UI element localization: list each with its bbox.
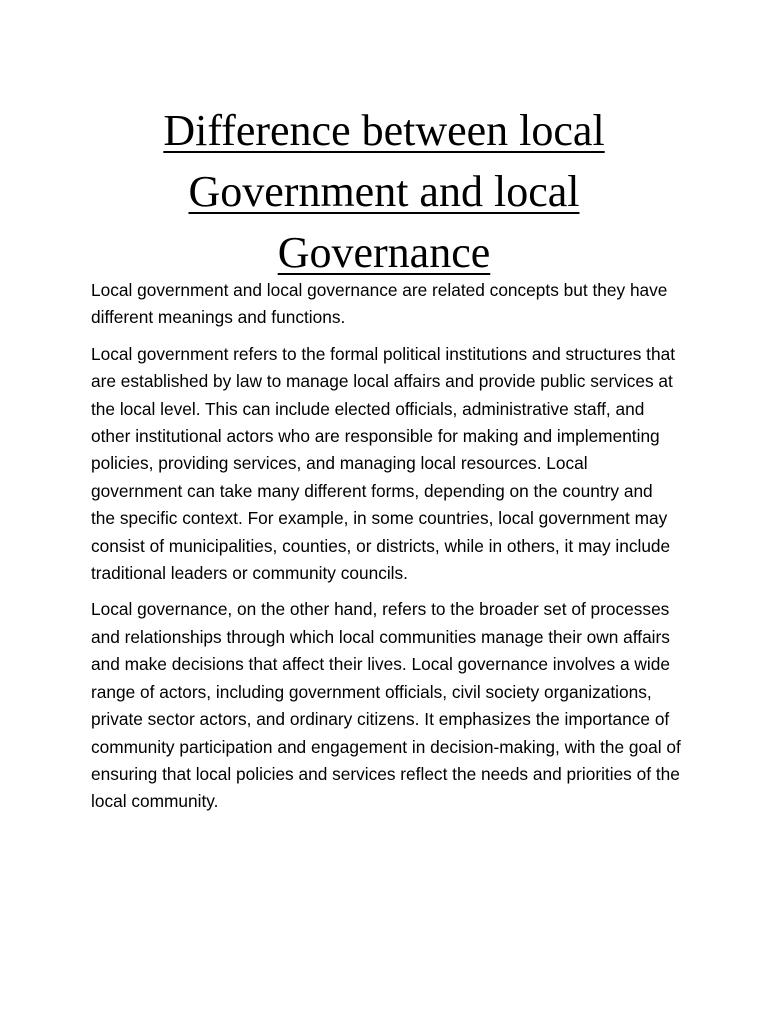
paragraph-local-government: Local government refers to the formal political institutions and structures that are established by law to manage local affairs and provide public services at the local level. This can include elected officials, administrative staff, and other institutional actors who are responsible for making and implementing policies, providing services, and managing local resources. Local government can take many different forms, depending on the country and the specific context. For example, in some countries, local government may consist of municipalities, counties, or districts, while in others, it may include traditional leaders or community councils. (91, 343, 676, 584)
document-body (91, 277, 681, 825)
paragraph-local-governance: Local governance, on the other hand, refers to the broader set of processes and relationships through which local communities manage their own affairs and make decisions that affect their lives. Local governance involves a wide range of actors, including government officials, civil society organizations, private sector actors, and ordinary citizens. It emphasizes the importance of community participation and engagement in decision-making, with the goal of ensuring that local policies and services reflect the needs and priorities of the local community. (91, 599, 681, 812)
paragraph-intro: Local government and local governance are related concepts but they have different meanings and functions. (91, 280, 668, 328)
document-title: Difference between local Government and local Governance (163, 106, 605, 277)
